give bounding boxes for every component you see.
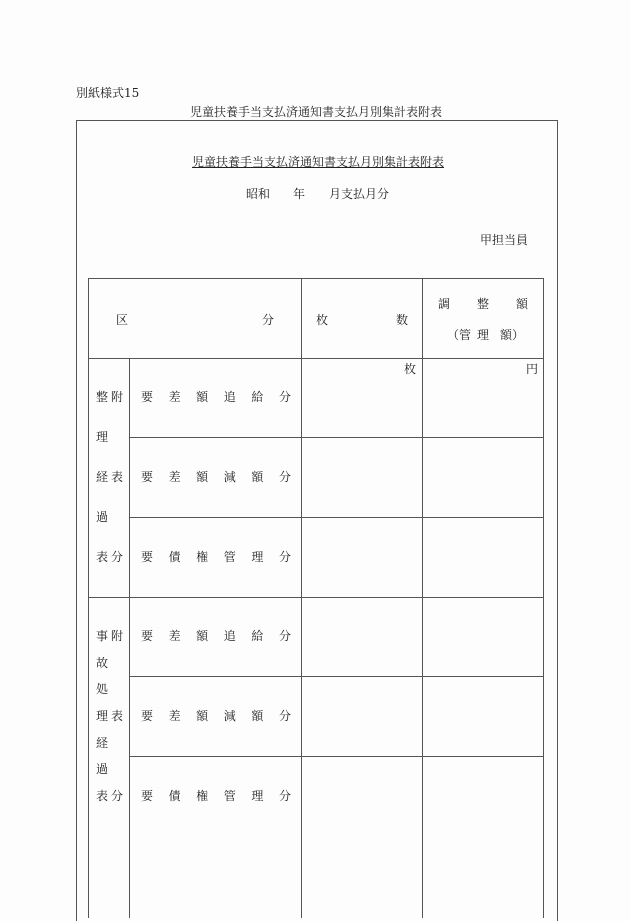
group-char: 附 — [110, 629, 123, 643]
header-count-1: 枚 — [316, 313, 329, 327]
row-label-char: 額 — [196, 629, 209, 643]
row-label-char: 差 — [168, 470, 181, 484]
row-label-char: 額 — [251, 470, 264, 484]
group-char: 附 — [110, 390, 123, 404]
header-count-2: 数 — [396, 313, 409, 327]
row-label-char: 要 — [140, 390, 153, 404]
page-caption: 児童扶養手当支払済通知書支払月別集計表附表 — [190, 105, 443, 119]
row-label-char: 給 — [251, 390, 264, 404]
row-label-char: 要 — [140, 709, 153, 723]
group-char: 事 — [95, 629, 108, 643]
row-label-char: 権 — [196, 550, 209, 564]
row-label-char: 債 — [168, 550, 181, 564]
row-label-char: 差 — [168, 709, 181, 723]
row-label-char: 理 — [251, 789, 264, 803]
group-char: 表 — [110, 470, 123, 484]
row-label-char: 管 — [223, 789, 236, 803]
header-amount-sub-3: 額） — [500, 328, 525, 342]
row-label-char: 分 — [278, 629, 291, 643]
row-label-char: 額 — [196, 390, 209, 404]
group-char: 経 — [95, 736, 108, 750]
period-rest: 月支払月分 — [329, 187, 390, 201]
period-year: 年 — [293, 187, 306, 201]
row-label-char: 理 — [251, 550, 264, 564]
row-label-char: 分 — [278, 390, 291, 404]
row-label-char: 権 — [196, 789, 209, 803]
row-label-char: 分 — [278, 470, 291, 484]
header-category-1: 区 — [116, 313, 129, 327]
group-char: 分 — [110, 789, 123, 803]
group-char: 処 — [95, 682, 108, 696]
row-label-char: 額 — [251, 709, 264, 723]
row-label-char: 要 — [140, 550, 153, 564]
group-char: 表 — [110, 709, 123, 723]
row-label-char: 差 — [168, 390, 181, 404]
row-label-char: 要 — [140, 629, 153, 643]
row-label-char: 要 — [140, 789, 153, 803]
row-label-char: 要 — [140, 470, 153, 484]
row-label-char: 減 — [223, 470, 236, 484]
group-char: 表 — [95, 789, 108, 803]
group-char: 過 — [95, 510, 108, 524]
header-category-2: 分 — [262, 313, 275, 327]
row-label-char: 差 — [168, 629, 181, 643]
row-label-char: 管 — [223, 550, 236, 564]
header-amount-1: 調 — [438, 297, 451, 311]
header-amount-3: 額 — [516, 297, 529, 311]
group-char: 過 — [95, 762, 108, 776]
group-char: 理 — [95, 430, 108, 444]
header-amount-sub-1: （管 — [447, 328, 472, 342]
unit-count: 枚 — [404, 362, 417, 376]
group-char: 故 — [95, 656, 108, 670]
row-label-char: 給 — [251, 629, 264, 643]
form-title: 児童扶養手当支払済通知書支払月別集計表附表 — [192, 155, 445, 169]
row-label-char: 分 — [278, 709, 291, 723]
header-amount-2: 整 — [477, 297, 490, 311]
group-char: 理 — [95, 709, 108, 723]
group-char: 表 — [95, 550, 108, 564]
group-char: 整 — [95, 390, 108, 404]
row-label-char: 追 — [223, 629, 236, 643]
row-label-char: 減 — [223, 709, 236, 723]
form-number: 別紙様式15 — [76, 86, 140, 100]
row-label-char: 額 — [196, 470, 209, 484]
period-era: 昭和 — [246, 187, 271, 201]
header-amount-sub-2: 理 — [477, 328, 490, 342]
officer-label: 甲担当員 — [480, 233, 529, 247]
group-char: 分 — [110, 550, 123, 564]
row-label-char: 追 — [223, 390, 236, 404]
group-char: 経 — [95, 470, 108, 484]
row-label-char: 分 — [278, 789, 291, 803]
row-label-char: 分 — [278, 550, 291, 564]
row-label-char: 額 — [196, 709, 209, 723]
row-label-char: 債 — [168, 789, 181, 803]
unit-amount: 円 — [526, 362, 539, 376]
